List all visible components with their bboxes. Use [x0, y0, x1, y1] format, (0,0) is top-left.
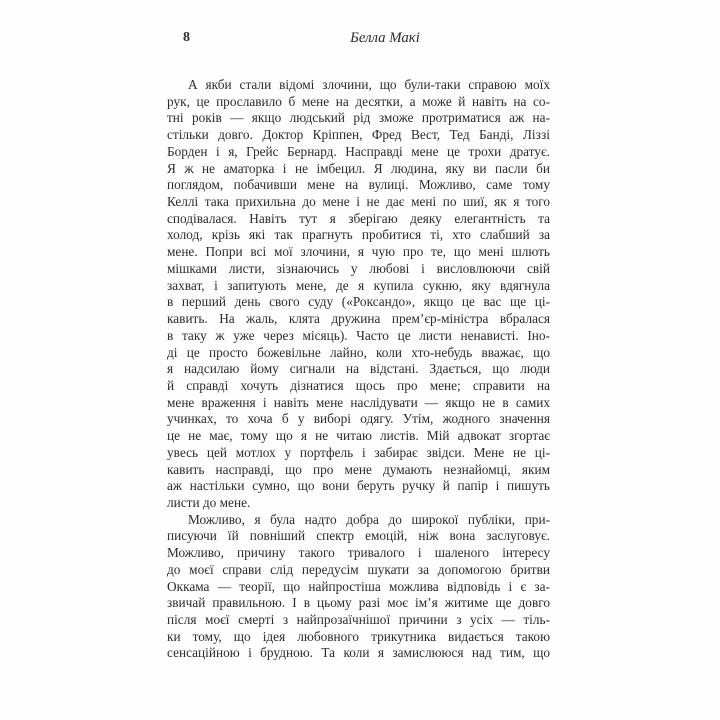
text-line: ді це просто божевільне лайно, коли хто-небудь вважає, що [167, 344, 550, 360]
text-line: звичай правильною. І в цьому разі моє ім’я житиме ще довго [167, 595, 550, 611]
text-line: кавить. На жаль, клята дружина прем’єр-міністра вбралася [167, 311, 550, 327]
text-line: я надсилаю йому сигнали на відстані. Здається, що люди [167, 361, 550, 377]
text-line: поглядом, побачивши мене на вулиці. Можливо, саме тому [167, 177, 550, 193]
text-line: Можливо, причину такого тривалого і шаленого інтересу [167, 545, 550, 561]
text-line: Я ж не аматорка і не імбецил. Я людина, яку ви пасли би [167, 160, 550, 176]
text-line: ки тому, що ідея любовного трикутника видається такою [167, 628, 550, 644]
text-line: мене. Попри всі мої злочини, я чую про те, що мені шлють [167, 244, 550, 260]
text-line: сподівалася. Навіть тут я зберігаю деяку елегантність та [167, 210, 550, 226]
text-line: учинках, то хоча б у виборі одягу. Утім, жодного значення [167, 411, 550, 427]
text-line: увесь цей мотлох у портфель і забирає звідси. Мене не ці- [167, 444, 550, 460]
running-head-title: Белла Макі [350, 30, 420, 46]
text-line: рук, це прославило б мене на десятки, а може й навіть на со- [167, 93, 550, 109]
text-line: до моєї справи слід передусім шукати за допомогою бритви [167, 561, 550, 577]
text-line: сенсаційною і брудною. Та коли я замислююся над тим, що [167, 645, 550, 661]
text-line: Можливо, я була надто добра до широкої публіки, при- [188, 511, 550, 527]
text-line: мене враження і навіть мене наслідувати — якщо не в самих [167, 394, 550, 410]
text-line: в перший день свого суду («Роксандо», якщо це вас ще ці- [167, 294, 550, 310]
text-line: Борден і я, Грейс Бернард. Насправді мене це трохи дратує. [167, 143, 550, 159]
text-line: холод, крізь які так прагнуть пробитися ті, хто слабший за [167, 227, 550, 243]
text-line: Оккама — теорії, що найпростіша можлива відповідь і є за- [167, 578, 550, 594]
text-line: А якби стали відомі злочини, що були-таки справою моїх [188, 77, 550, 92]
text-line: Келлі така прихильна до мене і не дає мені по шиї, як я того [167, 194, 550, 210]
text-line: після моєї смерті з найпрозаїчнішої причини з усіх — тіль- [167, 612, 550, 627]
page-number: 8 [183, 30, 191, 45]
text-line: аж настільки сумно, що вони беруть ручку й папір і пишуть [167, 478, 550, 494]
text-line: листи до мене. [167, 494, 251, 510]
text-line: стільки довго. Доктор Кріппен, Фред Вест, Тед Банді, Ліззі [167, 127, 550, 143]
text-line: й справді хочуть дізнатися щось про мене; справити на [167, 377, 550, 393]
text-line: в таку ж уже через місяць). Часто це листи ненависті. Іно- [167, 327, 550, 343]
text-line: писуючи їй повніший спектр емоцій, ніж вона заслуговує. [167, 528, 550, 544]
text-line: тні років — якщо людський рід зможе протриматися аж на- [167, 110, 550, 126]
text-line: кавить насправді, що про мене думають незнайомці, яким [167, 461, 550, 477]
text-line: мішками листи, зізнаючись у любові і висловлюючи свій [167, 260, 550, 276]
text-line: це не має, тому що я не читаю листів. Мій адвокат згортає [167, 428, 550, 444]
text-block [167, 77, 550, 662]
text-line: захват, і запитують мене, де я купила сукню, яку вдягнула [167, 277, 550, 293]
running-header [167, 30, 567, 48]
